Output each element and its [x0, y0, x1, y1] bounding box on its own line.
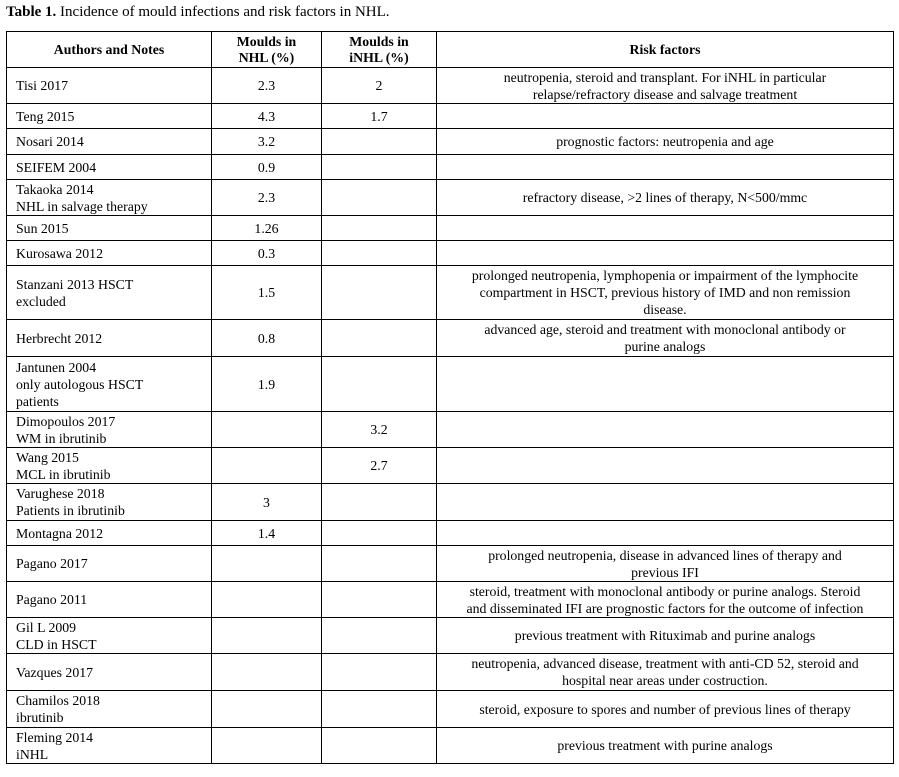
- cell-risk-factors: [437, 484, 894, 521]
- cell-moulds-nhl: [212, 618, 322, 654]
- cell-moulds-nhl: 0.9: [212, 155, 322, 180]
- cell-moulds-nhl: 1.5: [212, 266, 322, 320]
- cell-moulds-inhl: [322, 320, 437, 357]
- cell-risk-factors: [437, 216, 894, 241]
- cell-moulds-inhl: 1.7: [322, 104, 437, 129]
- cell-author: Vazques 2017: [7, 654, 212, 691]
- cell-risk-factors: steroid, treatment with monoclonal antibody or purine analogs. Steroid and disseminated IFI are prognostic factors for the outcome of infection: [437, 582, 894, 618]
- cell-author: Nosari 2014: [7, 129, 212, 155]
- header-row: [7, 32, 894, 68]
- cell-moulds-inhl: [322, 484, 437, 521]
- cell-moulds-inhl: [322, 654, 437, 691]
- cell-risk-factors: refractory disease, >2 lines of therapy, N<500/mmc: [437, 180, 894, 216]
- cell-moulds-inhl: [322, 521, 437, 546]
- cell-author: Gil L 2009 CLD in HSCT: [7, 618, 212, 654]
- table-row: [7, 241, 894, 266]
- incidence-table: [6, 31, 894, 764]
- table-row: [7, 654, 894, 691]
- table-row: [7, 320, 894, 357]
- cell-author: Stanzani 2013 HSCT excluded: [7, 266, 212, 320]
- cell-author: Takaoka 2014 NHL in salvage therapy: [7, 180, 212, 216]
- cell-moulds-inhl: [322, 618, 437, 654]
- cell-moulds-inhl: [322, 546, 437, 582]
- cell-moulds-nhl: [212, 412, 322, 448]
- cell-risk-factors: [437, 412, 894, 448]
- cell-moulds-nhl: 1.9: [212, 357, 322, 412]
- cell-risk-factors: prolonged neutropenia, lymphopenia or impairment of the lymphocite compartment in HSCT, previous history of IMD and non remission disease.: [437, 266, 894, 320]
- cell-moulds-inhl: [322, 155, 437, 180]
- cell-risk-factors: previous treatment with Rituximab and purine analogs: [437, 618, 894, 654]
- cell-author: Sun 2015: [7, 216, 212, 241]
- cell-risk-factors: prolonged neutropenia, disease in advanced lines of therapy and previous IFI: [437, 546, 894, 582]
- table-row: [7, 68, 894, 104]
- cell-author: SEIFEM 2004: [7, 155, 212, 180]
- header-moulds-nhl: Moulds in NHL (%): [212, 32, 322, 68]
- cell-moulds-inhl: 3.2: [322, 412, 437, 448]
- header-authors: Authors and Notes: [7, 32, 212, 68]
- table-row: [7, 582, 894, 618]
- cell-moulds-inhl: 2.7: [322, 448, 437, 484]
- cell-risk-factors: [437, 448, 894, 484]
- cell-moulds-inhl: [322, 691, 437, 728]
- table-row: [7, 216, 894, 241]
- cell-risk-factors: steroid, exposure to spores and number of previous lines of therapy: [437, 691, 894, 728]
- table-caption: [6, 3, 390, 21]
- cell-risk-factors: [437, 521, 894, 546]
- cell-risk-factors: [437, 155, 894, 180]
- cell-risk-factors: [437, 241, 894, 266]
- cell-author: Herbrecht 2012: [7, 320, 212, 357]
- cell-moulds-nhl: 0.8: [212, 320, 322, 357]
- cell-moulds-nhl: 4.3: [212, 104, 322, 129]
- caption-label: Table 1.: [6, 4, 57, 20]
- cell-moulds-inhl: [322, 180, 437, 216]
- cell-moulds-nhl: [212, 691, 322, 728]
- cell-moulds-nhl: [212, 654, 322, 691]
- cell-risk-factors: prognostic factors: neutropenia and age: [437, 129, 894, 155]
- cell-author: Jantunen 2004 only autologous HSCT patients: [7, 357, 212, 412]
- cell-risk-factors: neutropenia, advanced disease, treatment with anti-CD 52, steroid and hospital near areas under costruction.: [437, 654, 894, 691]
- cell-moulds-nhl: 0.3: [212, 241, 322, 266]
- cell-moulds-inhl: [322, 216, 437, 241]
- cell-moulds-nhl: [212, 728, 322, 764]
- header-moulds-inhl: Moulds in iNHL (%): [322, 32, 437, 68]
- cell-moulds-nhl: 2.3: [212, 180, 322, 216]
- cell-moulds-nhl: [212, 582, 322, 618]
- table-row: [7, 691, 894, 728]
- cell-author: Teng 2015: [7, 104, 212, 129]
- cell-risk-factors: [437, 104, 894, 129]
- table-row: [7, 104, 894, 129]
- cell-risk-factors: advanced age, steroid and treatment with monoclonal antibody or purine analogs: [437, 320, 894, 357]
- table-row: [7, 521, 894, 546]
- cell-author: Tisi 2017: [7, 68, 212, 104]
- table-row: [7, 155, 894, 180]
- cell-moulds-inhl: [322, 728, 437, 764]
- table-row: [7, 618, 894, 654]
- cell-author: Chamilos 2018 ibrutinib: [7, 691, 212, 728]
- cell-author: Montagna 2012: [7, 521, 212, 546]
- table-row: [7, 546, 894, 582]
- cell-moulds-nhl: 1.26: [212, 216, 322, 241]
- cell-moulds-nhl: 1.4: [212, 521, 322, 546]
- cell-moulds-inhl: [322, 241, 437, 266]
- cell-author: Varughese 2018 Patients in ibrutinib: [7, 484, 212, 521]
- cell-moulds-nhl: 2.3: [212, 68, 322, 104]
- cell-author: Pagano 2017: [7, 546, 212, 582]
- cell-moulds-inhl: [322, 129, 437, 155]
- table-row: [7, 728, 894, 764]
- caption-text: Incidence of mould infections and risk factors in NHL.: [56, 4, 390, 20]
- cell-moulds-nhl: [212, 546, 322, 582]
- cell-moulds-inhl: [322, 582, 437, 618]
- table-row: [7, 357, 894, 412]
- table-row: [7, 129, 894, 155]
- table-row: [7, 180, 894, 216]
- table-row: [7, 412, 894, 448]
- cell-moulds-nhl: 3: [212, 484, 322, 521]
- cell-author: Fleming 2014 iNHL: [7, 728, 212, 764]
- cell-moulds-nhl: 3.2: [212, 129, 322, 155]
- cell-risk-factors: [437, 357, 894, 412]
- cell-moulds-nhl: [212, 448, 322, 484]
- cell-risk-factors: previous treatment with purine analogs: [437, 728, 894, 764]
- table-row: [7, 448, 894, 484]
- cell-author: Wang 2015 MCL in ibrutinib: [7, 448, 212, 484]
- table-row: [7, 266, 894, 320]
- cell-moulds-inhl: [322, 357, 437, 412]
- header-risk-factors: Risk factors: [437, 32, 894, 68]
- table-body: [7, 68, 894, 764]
- cell-risk-factors: neutropenia, steroid and transplant. For iNHL in particular relapse/refractory disease and salvage treatment: [437, 68, 894, 104]
- cell-moulds-inhl: 2: [322, 68, 437, 104]
- cell-author: Dimopoulos 2017 WM in ibrutinib: [7, 412, 212, 448]
- cell-author: Kurosawa 2012: [7, 241, 212, 266]
- cell-moulds-inhl: [322, 266, 437, 320]
- cell-author: Pagano 2011: [7, 582, 212, 618]
- table-row: [7, 484, 894, 521]
